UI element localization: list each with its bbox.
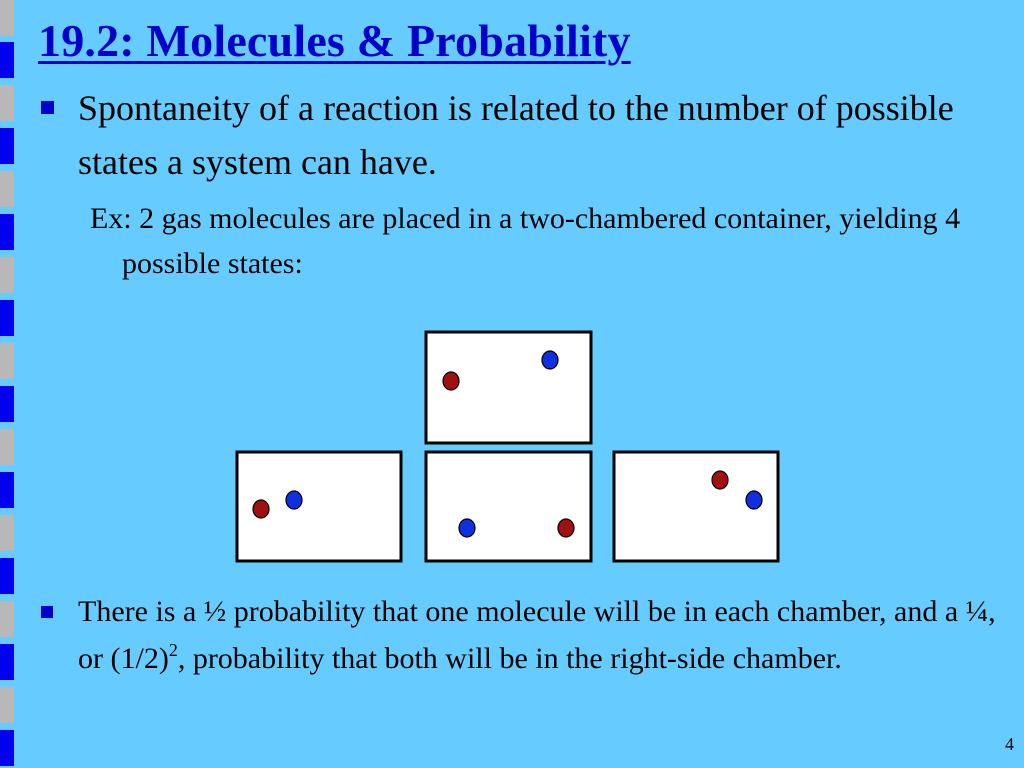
blue-molecule (286, 491, 302, 509)
probability-text-end: , probability that both will be in the right-side chamber. (177, 642, 842, 675)
red-molecule (253, 500, 269, 518)
blue-molecule (459, 519, 475, 537)
state-left-chamber (237, 452, 401, 561)
probability-text-start: There is a ½ probability that one molecule will be in each chamber, and a ¼, or (1/2) (78, 595, 996, 675)
state-both-left (426, 332, 591, 443)
red-molecule (712, 471, 728, 489)
blue-molecule (542, 351, 558, 369)
bullet-probability (78, 588, 1008, 682)
chamber-box (426, 452, 591, 561)
red-molecule (558, 519, 574, 537)
bullet-spontaneity: Spontaneity of a reaction is related to the number of possible states a system can have. (78, 88, 954, 182)
blue-molecule (746, 491, 762, 509)
page-number: 4 (1005, 734, 1014, 754)
exponent: 2 (168, 640, 178, 660)
bullet-square-icon (41, 606, 53, 618)
state-split (426, 452, 591, 561)
example-text: Ex: 2 gas molecules are placed in a two-chambered container, yielding 4 possible states: (90, 202, 961, 280)
state-right-chamber (614, 452, 778, 561)
slide-title: 19.2: Molecules & Probability (38, 15, 631, 66)
red-molecule (443, 372, 459, 390)
